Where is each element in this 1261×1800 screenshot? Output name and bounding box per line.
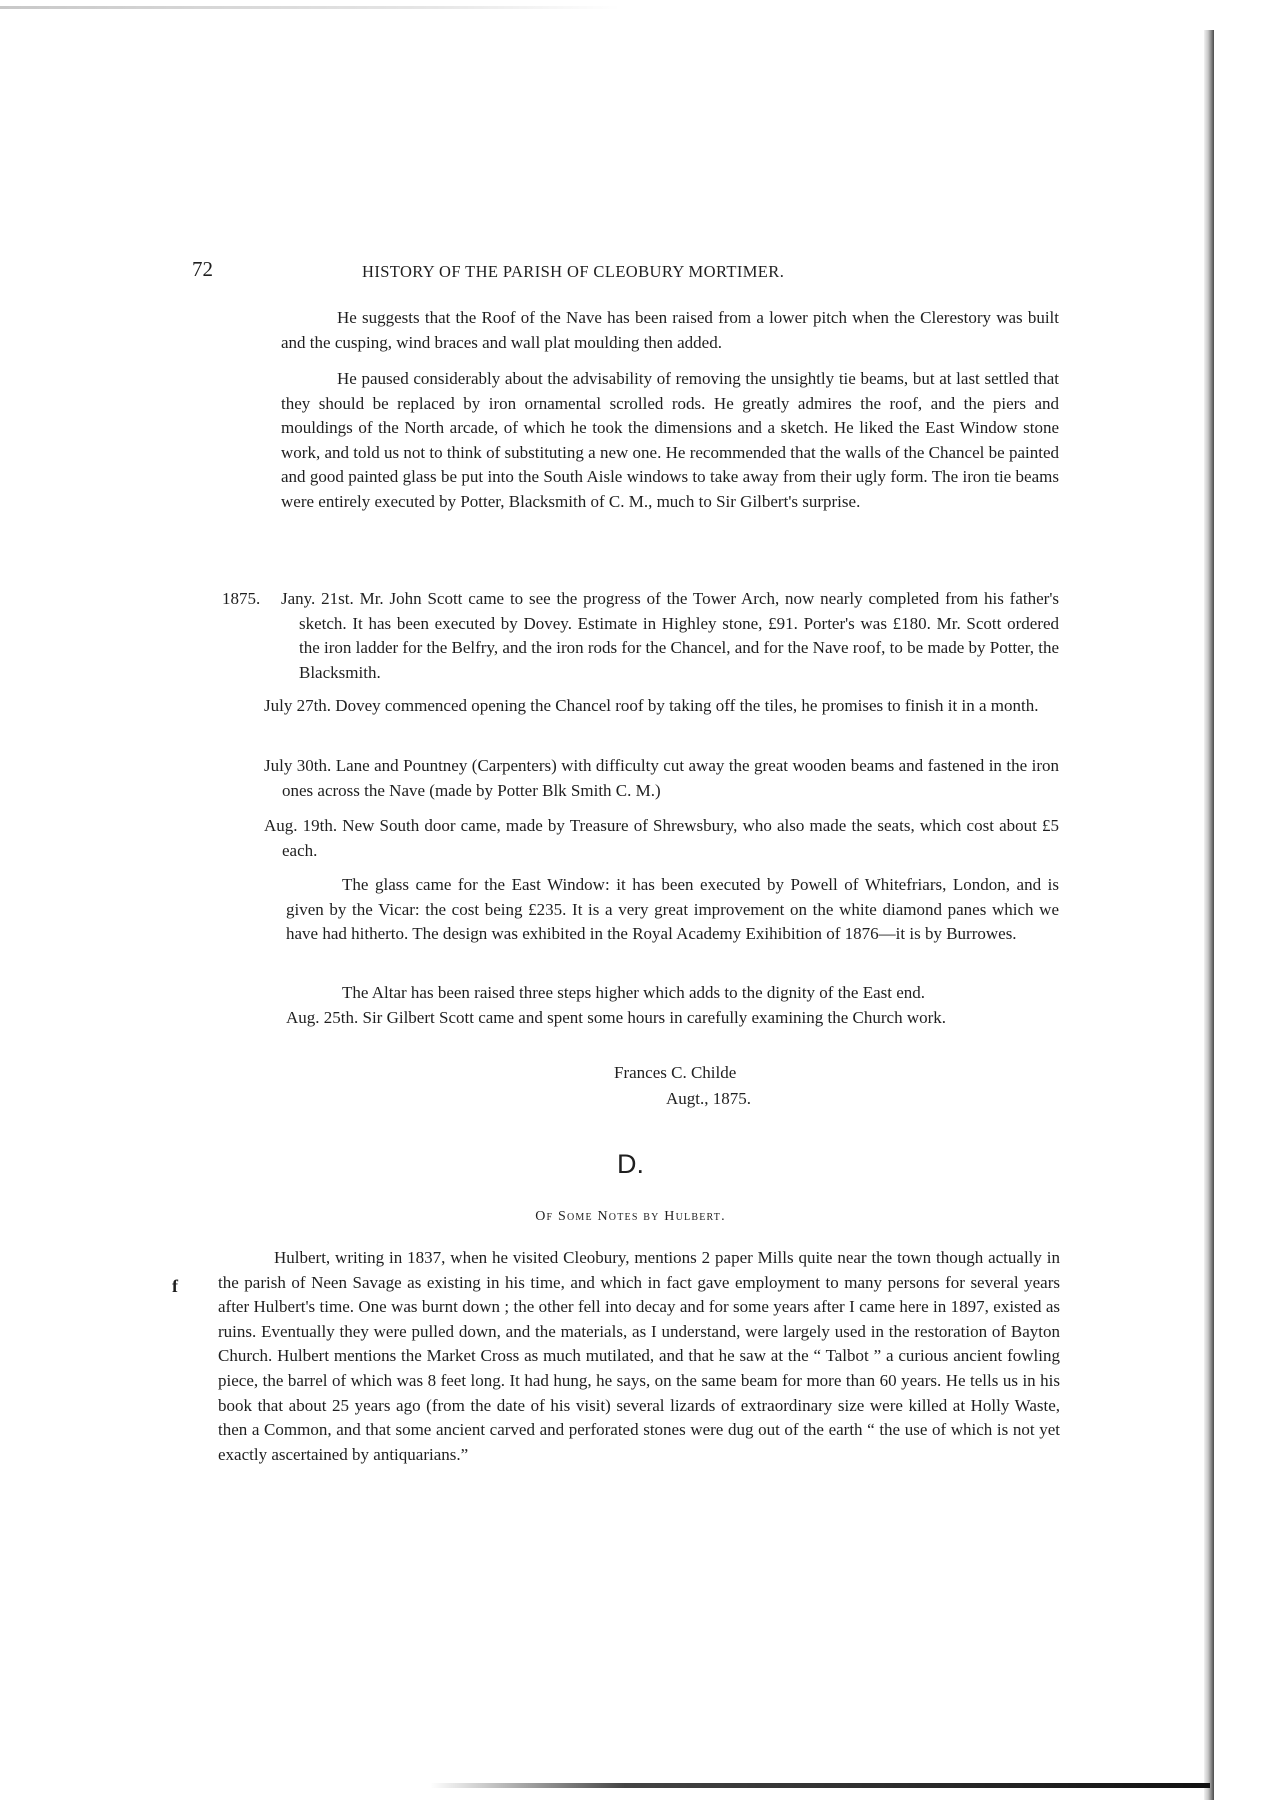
entry-east-window-glass [286, 873, 1059, 947]
year-marginal: 1875. [222, 589, 261, 608]
entry-text: Jany. 21st. Mr. John Scott came to see the progress of the Tower Arch, now nearly completed from his father's sketch. It has been executed by Dovey. Estimate in Highley stone, £91. Porter's was £180. Mr. Scott ordered the iron ladder for the Belfry, and the iron rods for the Chancel, and for the Nave roof, to be made by Potter, the Blacksmith. [281, 589, 1059, 682]
running-title: HISTORY OF THE PARISH OF CLEOBURY MORTIMER. [362, 262, 785, 281]
hulbert-notes-paragraph [218, 1246, 1060, 1467]
paragraph-tie-beams [281, 367, 1059, 515]
paragraph-text: Hulbert, writing in 1837, when he visited Cleobury, mentions 2 paper Mills quite near the town though actually in the parish of Neen Savage as existing in his time, and which in fact gave employment to many persons for several years after Hulbert's time. One was burnt down ; the other fell into decay and for some years after I came here in 1897, existed as ruins. Eventually they were pulled down, and the materials, as I understand, were largely used in the restoration of Bayton Church. Hulbert mentions the Market Cross as much mutilated, and that he saw at the “ Talbot ” a curious ancient fowling piece, the barrel of which was 8 feet long. It had hung, he says, on the same beam for more than 60 years. He tells us in his book that about 25 years ago (from the date of his visit) several lizards of extraordinary size were killed at Holly Waste, then a Common, and that some ancient carved and perforated stones were dug out of the earth “ the use of which is not yet exactly ascertained by antiquarians.” [218, 1248, 1060, 1464]
signature-name: Frances C. Childe [614, 1063, 737, 1082]
section-letter: D. [617, 1149, 644, 1179]
margin-mark: f [172, 1276, 178, 1296]
paragraph-roof [281, 306, 1059, 355]
signature-date: Augt., 1875. [666, 1089, 751, 1108]
entry-july-30 [264, 754, 1059, 803]
entry-text: July 27th. Dovey commenced opening the Chancel roof by taking off the tiles, he promises to finish it in a month. [264, 696, 1039, 715]
entry-text: The Altar has been raised three steps higher which adds to the dignity of the East end. [342, 983, 926, 1002]
entry-aug-19 [264, 814, 1059, 863]
entry-jany-21 [281, 587, 1059, 685]
entry-text: Aug. 19th. New South door came, made by Treasure of Shrewsbury, who also made the seats, which cost about £5 each. [264, 816, 1059, 860]
entry-july-27 [264, 694, 1059, 719]
paragraph-text: He paused considerably about the advisability of removing the unsightly tie beams, but at last settled that they should be replaced by iron ornamental scrolled rods. He greatly admires the roof, and the piers and mouldings of the North arcade, of which he took the dimensions and a sketch. He liked the East Window stone work, and told us not to think of substituting a new one. He recommended that the walls of the Chancel be painted and good painted glass be put into the South Aisle windows to take away from their ugly form. The iron tie beams were entirely executed by Potter, Blacksmith of C. M., much to Sir Gilbert's surprise. [281, 369, 1059, 511]
page-number: 72 [192, 257, 213, 281]
entry-text: The glass came for the East Window: it has been executed by Powell of Whitefriars, London, and is given by the Vicar: the cost being £235. It is a very great improvement on the white diamond panes which we have had hitherto. The design was exhibited in the Royal Academy Exihibition of 1876—it is by Burrowes. [286, 875, 1059, 944]
section-title: Of Some Notes by Hulbert. [535, 1209, 726, 1224]
entry-altar-and-aug-25 [286, 981, 1059, 1030]
entry-text: July 30th. Lane and Pountney (Carpenters) with difficulty cut away the great wooden beams and fastened in the iron ones across the Nave (made by Potter Blk Smith C. M.) [264, 756, 1059, 800]
paragraph-text: He suggests that the Roof of the Nave has been raised from a lower pitch when the Clerestory was built and the cusping, wind braces and wall plat moulding then added. [281, 308, 1059, 352]
entry-text: Aug. 25th. Sir Gilbert Scott came and spent some hours in carefully examining the Church work. [286, 1007, 947, 1027]
